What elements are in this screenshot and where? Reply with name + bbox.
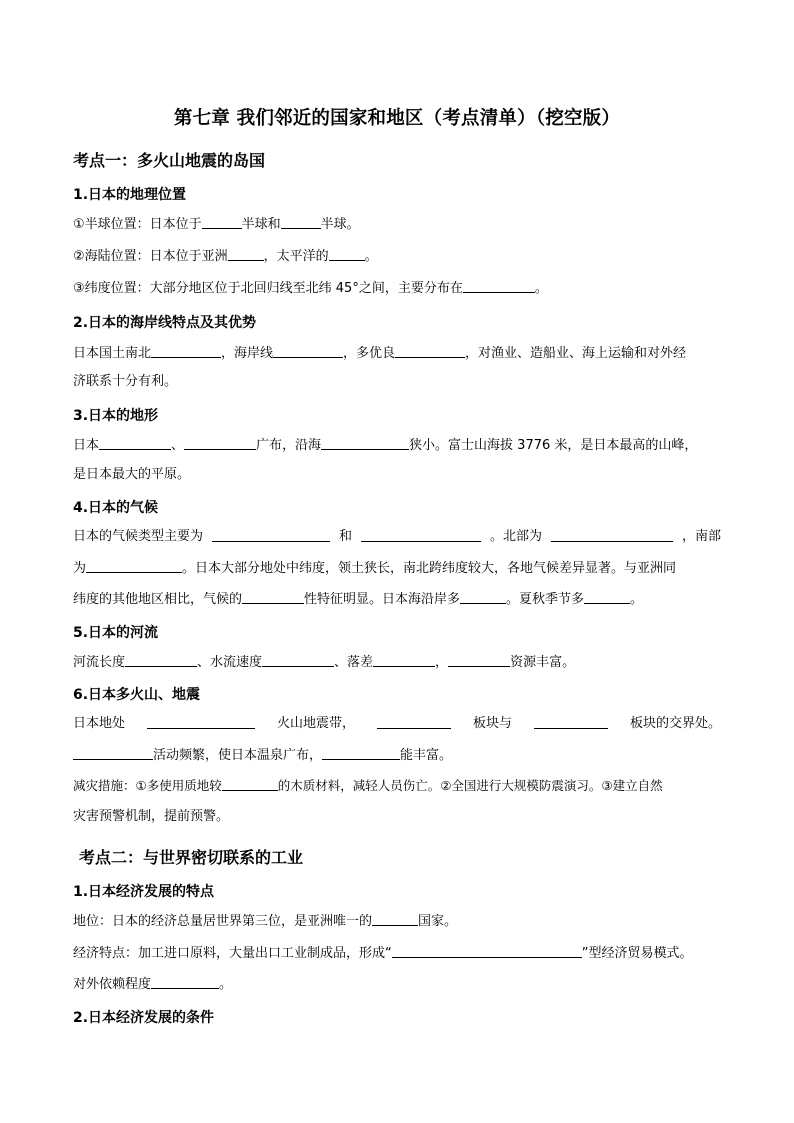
s2-1-line-3 xyxy=(73,975,232,994)
s1-2-heading: 2.日本的海岸线特点及其优势 xyxy=(73,315,257,331)
s1-1-line-2 xyxy=(73,247,378,266)
text: ，南部 xyxy=(681,529,721,544)
fill-blank[interactable] xyxy=(463,279,535,293)
fill-blank[interactable] xyxy=(262,653,334,667)
fill-blank[interactable] xyxy=(551,528,673,542)
fill-blank[interactable] xyxy=(329,247,365,261)
text: 活动频繁，使日本温泉广布， xyxy=(153,748,323,763)
text: 半球。 xyxy=(320,217,360,232)
fill-blank[interactable] xyxy=(392,944,582,958)
text: 。 xyxy=(534,281,548,296)
text: 日本地处 xyxy=(73,716,126,731)
text: ，多优良 xyxy=(343,346,396,361)
s1-1-heading: 1.日本的地理位置 xyxy=(73,187,187,203)
fill-blank[interactable] xyxy=(281,215,321,229)
s1-6-heading: 6.日本多火山、地震 xyxy=(73,687,201,703)
text: 。 xyxy=(364,249,378,264)
fill-blank[interactable] xyxy=(222,777,278,791)
fill-blank[interactable] xyxy=(99,436,171,450)
text: 和 xyxy=(338,529,352,544)
fill-blank[interactable] xyxy=(151,344,221,358)
text: 广布，沿海 xyxy=(256,438,322,453)
s1-6-line-1 xyxy=(73,715,721,733)
fill-blank[interactable] xyxy=(361,528,481,542)
s1-6-line-4: 灾害预警机制，提前预警。 xyxy=(73,809,230,824)
text: 狭小。富士山海拔 3776 米，是日本最高的山峰， xyxy=(409,438,698,453)
text: 为 xyxy=(73,561,87,576)
s2-1-line-1 xyxy=(73,912,457,931)
text: ”型经济贸易模式。 xyxy=(581,946,693,961)
text: 国家。 xyxy=(418,914,458,929)
text: ，对渔业、造船业、海上运输和对外经 xyxy=(465,346,687,361)
fill-blank[interactable] xyxy=(125,653,197,667)
fill-blank[interactable] xyxy=(321,436,409,450)
s1-4-line-3 xyxy=(73,590,643,609)
s1-1-line-1 xyxy=(73,215,360,234)
text: 、 xyxy=(171,438,185,453)
text: ，太平洋的 xyxy=(263,249,329,264)
text: 的木质材料，减轻人员伤亡。②全国进行大规模防震演习。③建立自然 xyxy=(277,778,663,793)
s1-4-line-2 xyxy=(73,559,676,578)
section-1-heading: 考点一：多火山地震的岛国 xyxy=(73,151,266,170)
fill-blank[interactable] xyxy=(395,344,465,358)
s1-4-heading: 4.日本的气候 xyxy=(73,500,159,516)
text: ①半球位置：日本位于 xyxy=(73,217,202,232)
text: 河流长度 xyxy=(73,655,126,670)
fill-blank[interactable] xyxy=(372,912,418,926)
s1-6-line-2 xyxy=(73,746,452,765)
s2-2-heading: 2.日本经济发展的条件 xyxy=(73,1010,215,1026)
text: ③纬度位置：大部分地区位于北回归线至北纬 45°之间，主要分布在 xyxy=(73,281,463,296)
fill-blank[interactable] xyxy=(373,653,435,667)
fill-blank[interactable] xyxy=(273,344,343,358)
fill-blank[interactable] xyxy=(460,590,506,604)
text: 、水流速度 xyxy=(197,655,263,670)
text: 性特征明显。日本海沿岸多 xyxy=(304,592,461,607)
text: 。日本大部分地处中纬度，领土狭长，南北跨纬度较大，各地气候差异显著。与亚洲同 xyxy=(182,561,677,576)
page-title: 第七章 我们邻近的国家和地区（考点清单）（挖空版） xyxy=(173,108,621,129)
fill-blank[interactable] xyxy=(147,715,255,729)
fill-blank[interactable] xyxy=(584,590,630,604)
text: 日本国土南北 xyxy=(73,346,152,361)
text: 板块的交界处。 xyxy=(629,716,721,731)
fill-blank[interactable] xyxy=(73,746,153,760)
text: 半球和 xyxy=(241,217,281,232)
fill-blank[interactable] xyxy=(228,247,264,261)
section-2-heading: 考点二：与世界密切联系的工业 xyxy=(79,848,304,867)
s1-5-heading: 5.日本的河流 xyxy=(73,625,159,641)
s1-2-line-2: 济联系十分有利。 xyxy=(73,374,178,389)
text: 日本的气候类型主要为 xyxy=(73,529,204,544)
fill-blank[interactable] xyxy=(534,715,608,729)
text: 经济特点：加工进口原料，大量出口工业制成品，形成“ xyxy=(73,946,392,961)
fill-blank[interactable] xyxy=(322,746,400,760)
s1-2-line-1 xyxy=(73,344,686,363)
fill-blank[interactable] xyxy=(448,653,510,667)
s2-1-heading: 1.日本经济发展的特点 xyxy=(73,884,215,900)
text: 。夏秋季节多 xyxy=(506,592,585,607)
fill-blank[interactable] xyxy=(242,590,304,604)
text: 能丰富。 xyxy=(400,748,453,763)
text: 火山地震带， xyxy=(276,716,355,731)
text: 纬度的其他地区相比，气候的 xyxy=(73,592,243,607)
fill-blank[interactable] xyxy=(202,215,242,229)
s1-4-line-1 xyxy=(73,528,721,546)
text: 。 xyxy=(219,977,233,992)
text: ， xyxy=(435,655,449,670)
text: 资源丰富。 xyxy=(510,655,576,670)
s1-1-line-3 xyxy=(73,279,548,298)
text: ，海岸线 xyxy=(221,346,274,361)
text: 地位：日本的经济总量居世界第三位，是亚洲唯一的 xyxy=(73,914,373,929)
fill-blank[interactable] xyxy=(212,528,330,542)
fill-blank[interactable] xyxy=(377,715,451,729)
s1-3-line-1 xyxy=(73,436,697,455)
fill-blank[interactable] xyxy=(151,975,219,989)
text: 日本 xyxy=(73,438,100,453)
text: ②海陆位置：日本位于亚洲 xyxy=(73,249,228,264)
fill-blank[interactable] xyxy=(184,436,256,450)
fill-blank[interactable] xyxy=(86,559,182,573)
text: 。北部为 xyxy=(489,529,542,544)
text: 对外依赖程度 xyxy=(73,977,152,992)
s1-5-line-1 xyxy=(73,653,575,672)
text: 。 xyxy=(630,592,644,607)
s1-3-line-2: 是日本最大的平原。 xyxy=(73,467,191,482)
text: 、落差 xyxy=(334,655,374,670)
s1-6-line-3 xyxy=(73,777,663,795)
s1-3-heading: 3.日本的地形 xyxy=(73,408,159,424)
text: 减灾措施：①多使用质地较 xyxy=(73,778,222,793)
text: 板块与 xyxy=(472,716,512,731)
s2-1-line-2 xyxy=(73,944,693,963)
